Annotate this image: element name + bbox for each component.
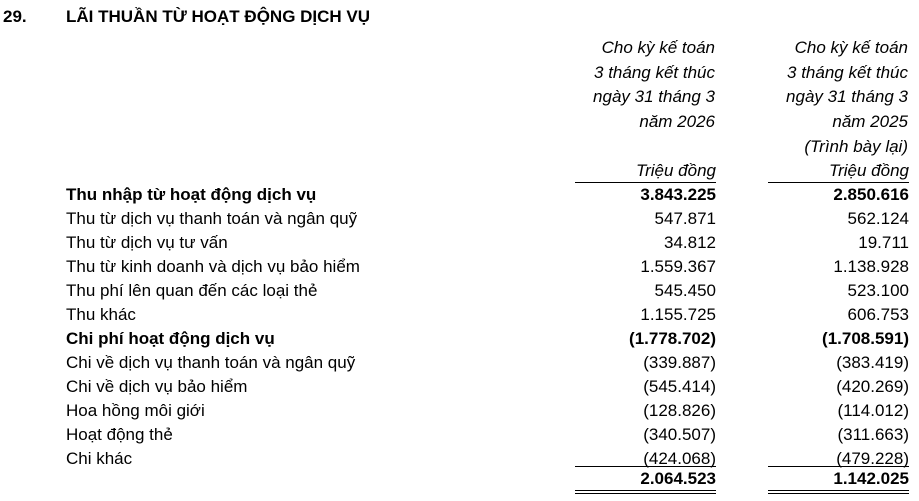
- row-value-2026: 545.450: [654, 281, 716, 300]
- row-value-2025: (420.269): [836, 377, 909, 396]
- row-value-2025: (311.663): [837, 425, 909, 444]
- row-value-2026: (1.778.702): [629, 329, 716, 348]
- row-label: Thu nhập từ hoạt động dịch vụ: [66, 185, 317, 204]
- row-label: Thu phí lên quan đến các loại thẻ: [66, 281, 318, 300]
- row-value-2025: 606.753: [847, 305, 909, 324]
- row-value-2026: 1.559.367: [640, 257, 716, 276]
- row-value-2026: (340.507): [643, 425, 716, 444]
- column-header-line: Cho kỳ kế toán: [601, 38, 715, 57]
- column-header-line: ngày 31 tháng 3: [786, 87, 908, 107]
- row-value-2025: (383.419): [836, 353, 909, 372]
- row-label: Chi về dịch vụ thanh toán và ngân quỹ: [66, 353, 356, 372]
- section-number: 29.: [3, 7, 27, 26]
- table-body: [0, 183, 919, 471]
- row-value-2025: (479.228): [836, 449, 909, 468]
- table-row: [0, 375, 919, 399]
- row-value-2026: (339.887): [643, 353, 716, 372]
- row-label: Chi về dịch vụ bảo hiểm: [66, 377, 248, 396]
- row-label: Chi khác: [66, 449, 133, 468]
- row-value-2025: 1.138.928: [833, 257, 909, 276]
- row-label: Thu khác: [66, 305, 136, 324]
- row-value-2026: (545.414): [643, 377, 716, 396]
- table-row: [0, 255, 919, 279]
- row-label: Hoa hồng môi giới: [66, 401, 205, 420]
- column-header-line: ngày 31 tháng 3: [593, 87, 715, 107]
- column-header-line: năm 2026: [639, 112, 715, 132]
- table-row: [0, 303, 919, 327]
- row-label: Thu từ dịch vụ thanh toán và ngân quỹ: [66, 209, 358, 228]
- column-header-line: Cho kỳ kế toán: [794, 38, 908, 57]
- section-title: LÃI THUẦN TỪ HOẠT ĐỘNG DỊCH VỤ: [66, 7, 371, 26]
- unit-label-2026: Triệu đồng: [575, 160, 716, 183]
- table-row: [0, 231, 919, 255]
- unit-label-2025: Triệu đồng: [768, 160, 909, 183]
- row-value-2026: 34.812: [664, 233, 716, 252]
- row-value-2025: (1.708.591): [822, 329, 909, 348]
- table-row: [0, 183, 919, 207]
- total-value-2025: 1.142.025: [768, 466, 909, 494]
- column-header-line: năm 2025: [832, 112, 908, 132]
- column-header-line: (Trình bày lại): [804, 136, 908, 156]
- row-value-2025: 19.711: [858, 233, 909, 252]
- row-value-2025: 523.100: [847, 281, 909, 300]
- column-header-2025: [740, 36, 908, 160]
- table-row: [0, 327, 919, 351]
- row-value-2025: 2.850.616: [833, 185, 909, 204]
- row-value-2026: 1.155.725: [640, 305, 716, 324]
- column-header-2026: [545, 36, 715, 135]
- row-value-2026: (128.826): [643, 401, 716, 420]
- column-header-line: 3 tháng kết thúc: [594, 62, 715, 82]
- table-row: [0, 423, 919, 447]
- total-value-2026: 2.064.523: [575, 466, 716, 494]
- row-label: Chi phí hoạt động dịch vụ: [66, 329, 275, 348]
- row-label: Hoạt động thẻ: [66, 425, 173, 444]
- row-value-2025: (114.012): [837, 401, 909, 420]
- row-value-2026: 547.871: [654, 209, 716, 228]
- table-row: [0, 207, 919, 231]
- row-value-2025: 562.124: [847, 209, 909, 228]
- row-label: Thu từ dịch vụ tư vấn: [66, 233, 228, 252]
- table-row: [0, 351, 919, 375]
- row-value-2026: (424.068): [643, 449, 716, 468]
- column-header-line: 3 tháng kết thúc: [787, 62, 908, 82]
- table-row: [0, 399, 919, 423]
- row-value-2026: 3.843.225: [640, 185, 716, 204]
- table-row: [0, 279, 919, 303]
- row-label: Thu từ kinh doanh và dịch vụ bảo hiểm: [66, 257, 360, 276]
